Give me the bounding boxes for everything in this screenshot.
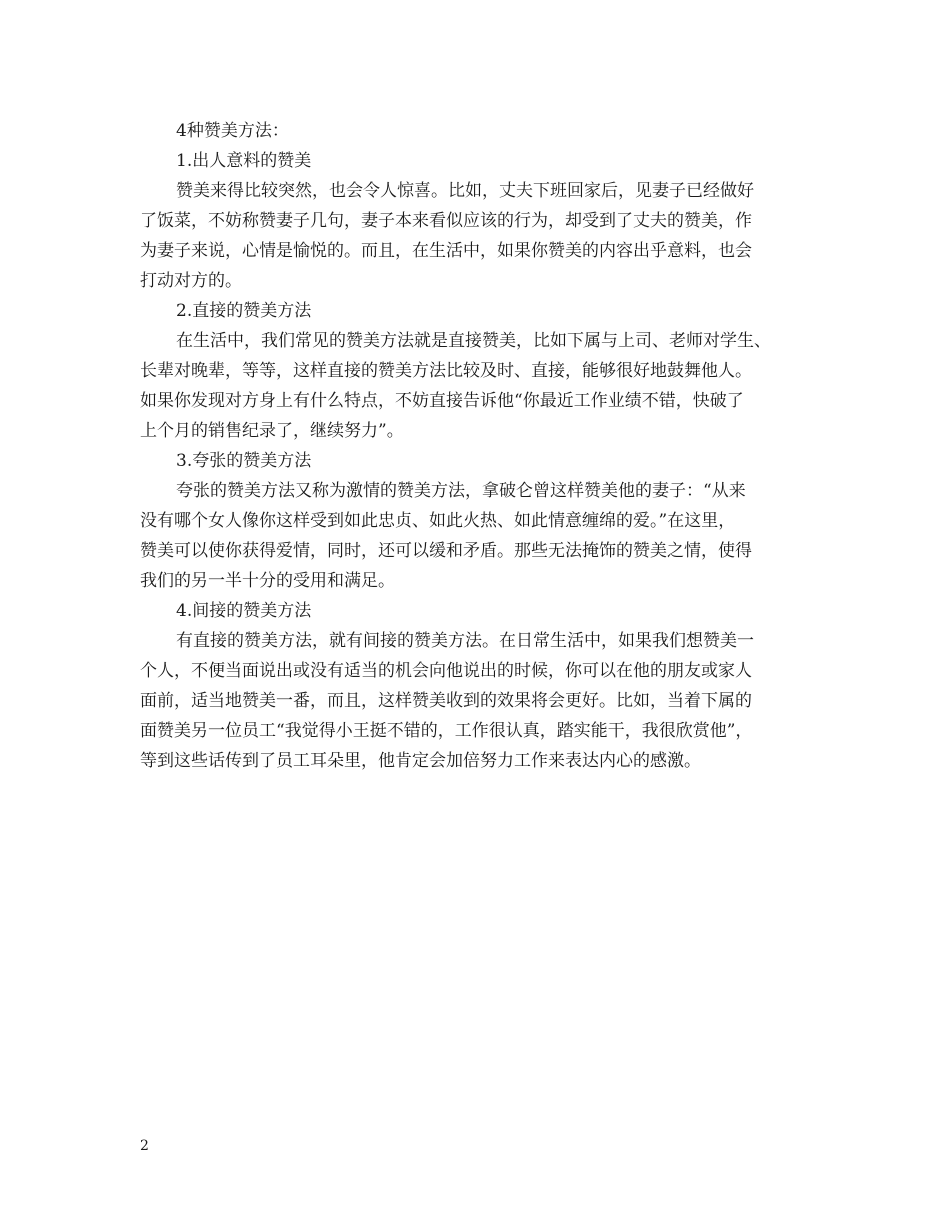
paragraph-line: 如果你发现对方身上有什么特点，不妨直接告诉他“你最近工作业绩不错，快破了 [140, 391, 744, 411]
paragraph-line: 没有哪个女人像你这样受到如此忠贞、如此火热、如此情意缠绵的爱。”在这里， [140, 511, 736, 531]
paragraph-line: 面赞美另一位员工“我觉得小王挺不错的，工作很认真，踏实能干，我很欣赏他”， [140, 721, 753, 741]
paragraph-line: 了饭菜，不妨称赞妻子几句，妻子本来看似应该的行为，却受到了丈夫的赞美，作 [140, 211, 752, 231]
paragraph-line: 个人，不便当面说出或没有适当的机会向他说出的时候，你可以在他的朋友或家人 [140, 661, 752, 681]
paragraph-line: 夸张的赞美方法又称为激情的赞美方法，拿破仑曾这样赞美他的妻子：“从来 [176, 481, 746, 501]
paragraph-line: 赞美来得比较突然，也会令人惊喜。比如，丈夫下班回家后，见妻子已经做好 [176, 181, 754, 201]
paragraph-line: 在生活中，我们常见的赞美方法就是直接赞美，比如下属与上司、老师对学生、 [176, 331, 771, 351]
paragraph-line: 为妻子来说，心情是愉悦的。而且，在生活中，如果你赞美的内容出乎意料，也会 [140, 241, 752, 261]
section-title-3: 3.夸张的赞美方法 [176, 451, 312, 471]
paragraph-line: 等到这些话传到了员工耳朵里，他肯定会加倍努力工作来表达内心的感激。 [140, 751, 701, 771]
section-title-2: 2.直接的赞美方法 [176, 301, 312, 321]
page-number: 2 [140, 1138, 149, 1154]
paragraph-line: 打动对方的。 [140, 271, 242, 291]
section-title-1: 1.出人意料的赞美 [176, 151, 312, 171]
paragraph-line: 长辈对晚辈，等等，这样直接的赞美方法比较及时、直接，能够很好地鼓舞他人。 [140, 361, 752, 381]
paragraph-line: 面前，适当地赞美一番，而且，这样赞美收到的效果将会更好。比如，当着下属的 [140, 691, 752, 711]
paragraph-line: 有直接的赞美方法，就有间接的赞美方法。在日常生活中，如果我们想赞美一 [176, 631, 754, 651]
paragraph-line: 赞美可以使你获得爱情，同时，还可以缓和矛盾。那些无法掩饰的赞美之情，使得 [140, 541, 752, 561]
paragraph-line: 我们的另一半十分的受用和满足。 [140, 571, 395, 591]
document-body [140, 116, 816, 776]
section-title-4: 4.间接的赞美方法 [176, 601, 312, 621]
paragraph-line: 上个月的销售纪录了，继续努力”。 [140, 421, 404, 441]
document-heading: 4种赞美方法： [176, 121, 289, 141]
